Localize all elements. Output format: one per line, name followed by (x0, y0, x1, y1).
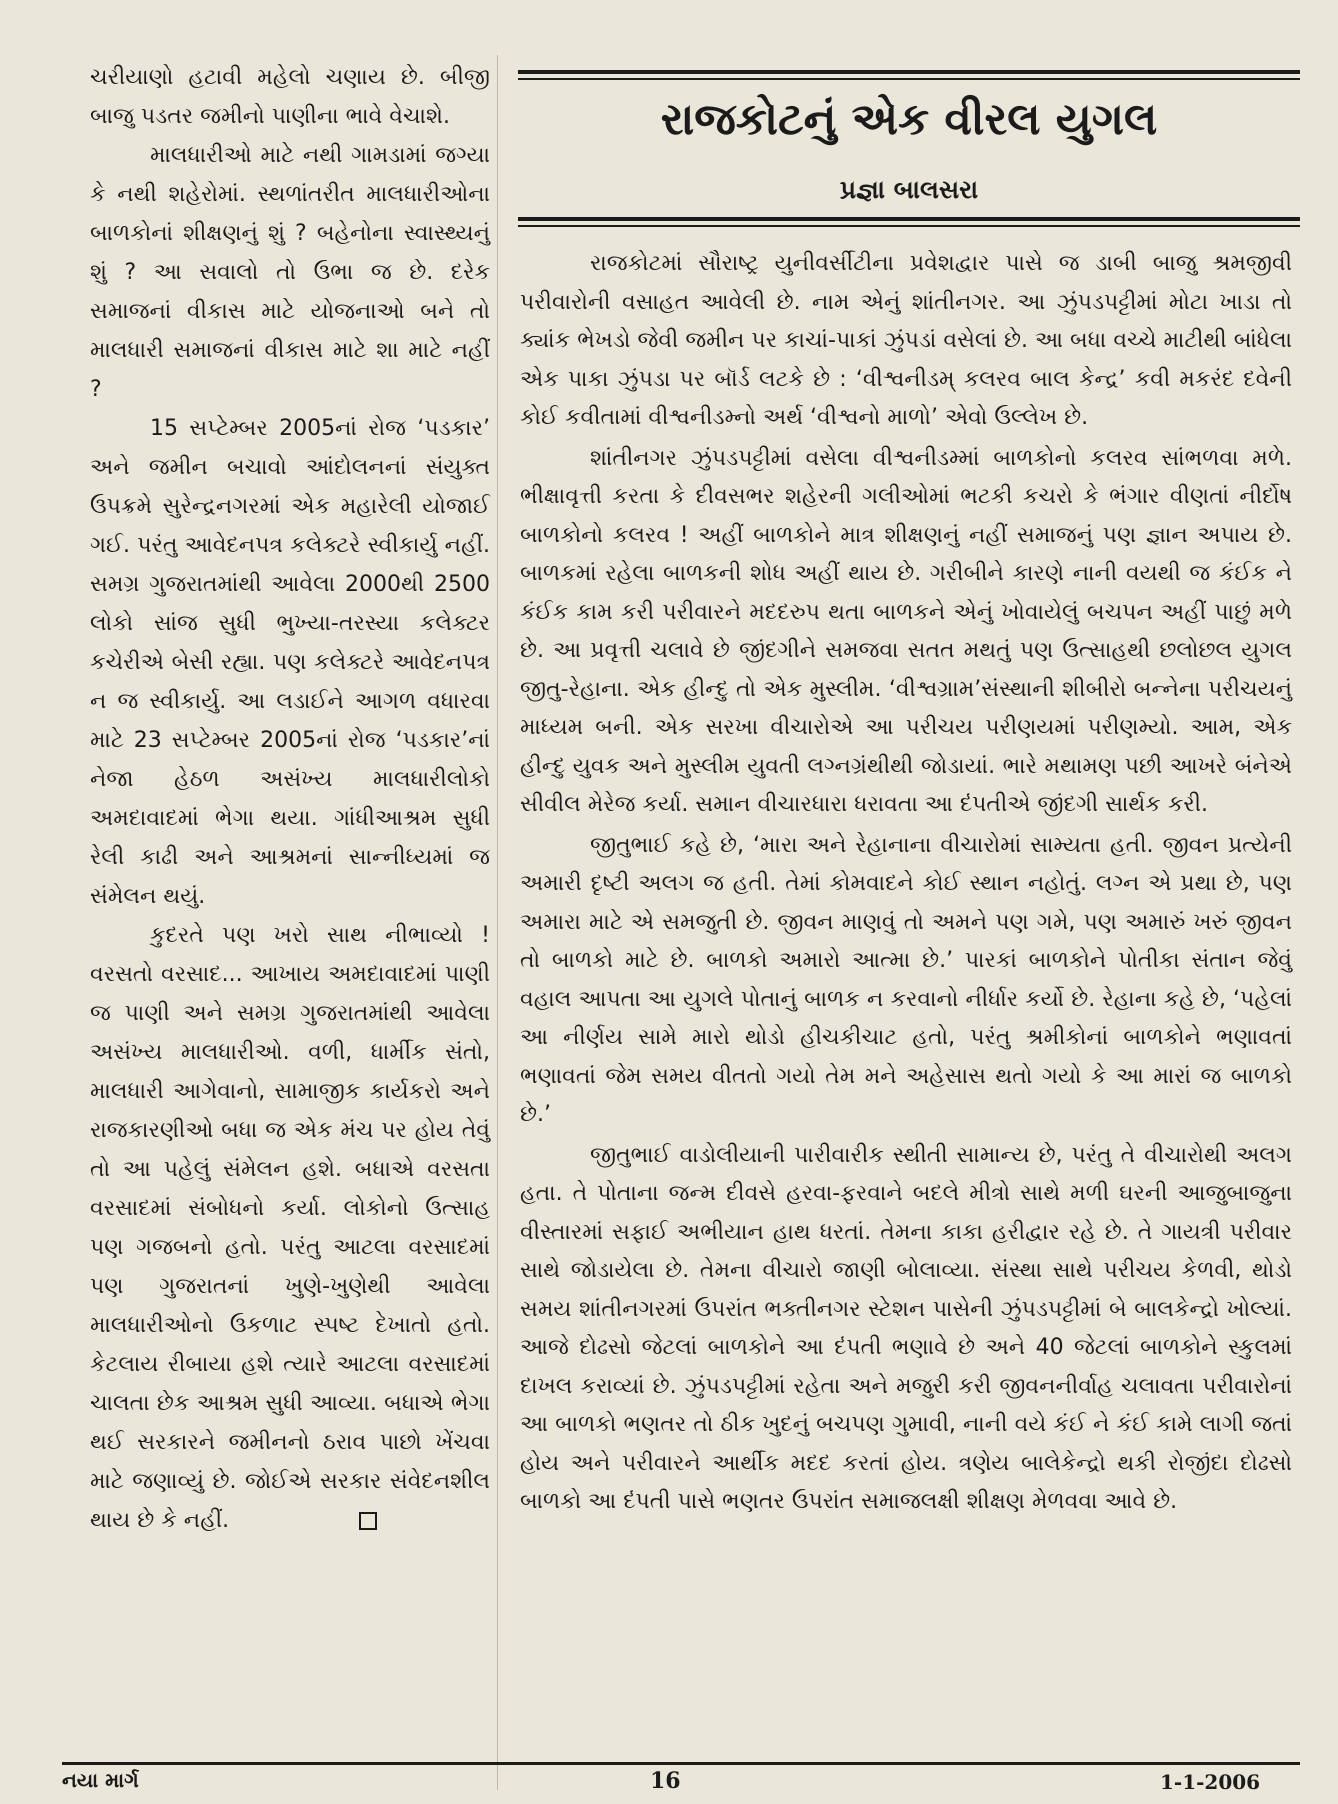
article-title: રાજકોટનું એક વીરલ યુગલ (660, 94, 1158, 145)
title-bottom-rule (518, 217, 1300, 221)
issue-date: 1-1-2006 (1160, 1770, 1261, 1794)
title-bottom-rule-thin (518, 225, 1300, 227)
article-paragraph-4: જીતુભાઈ વાડોલીયાની પારીવારીક સ્થીતી સામાન્ય છે, પરંતુ તે વીચારોથી અલગ હતા. તે પોતાના જન્મ દીવસે હરવા-ફરવાને બદલે મીત્રો સાથે મળી ઘરની આજુબાજુના વીસ્તારમાં સફાઈ અભીયાન હાથ ધરતાં. તેમના કાકા હરીદ્વાર રહે છે. તે ગાયત્રી પરીવાર સાથે જોડાયેલા છે. તેમના વીચારો જાણી બોલાવ્યા. સંસ્થા સાથે પરીચય કેળવી, થોડો સમય શાંતીનગરમાં ઉપરાંત ભક્તીનગર સ્ટેશન પાસેની ઝુંપડપટ્ટીમાં બે બાલકેન્દ્રો ખોલ્યાં. આજે દોઢસો જેટલાં બાળકોને આ દંપતી ભણાવે છે અને 40 જેટલાં બાળકોને સ્કુલમાં દાખલ કરાવ્યાં છે. ઝુંપડપટ્ટીમાં રહેતા અને મજુરી કરી જીવનનીર્વાહ ચલાવતા પરીવારોનાં આ બાળકો ભણતર તો ઠીક ખુદનું બચપણ ગુમાવી, નાની વયે કંઈ ને કંઈ કામે લાગી જતાં હોય અને પરીવારને આર્થીક મદદ કરતાં હોય. ત્રણેય બાલેકેન્દ્રો થકી રોજીંદા દોઢસો બાળકો આ દંપતી પાસે ભણતર ઉપરાંત સમાજલક્ષી શીક્ષણ મેળવવા આવે છે. (520, 1142, 1292, 1514)
left-paragraph-4-text: કુદરતે પણ ખરો સાથ નીભાવ્યો ! વરસતો વરસાદ... આખાય અમદાવાદમાં પાણી જ પાણી અને સમગ્ર ગુજરાતમાંથી આવેલા અસંખ્ય માલધારીઓ. વળી, ધાર્મીક સંતો, માલધારી આગેવાનો, સામાજીક કાર્યકરો અને રાજકારણીઓ બધા જ એક મંચ પર હોય તેવું તો આ પહેલું સંમેલન હશે. બધાએ વરસતા વરસાદમાં સંબોધનો કર્યા. લોકોનો ઉત્સાહ પણ ગજબનો હતો. પરંતુ આટલા વરસાદમાં પણ ગુજરાતનાં ખુણે-ખુણેથી આવેલા માલધારીઓનો ઉકળાટ સ્પષ્ટ દેખાતો હતો. કેટલાય રીબાયા હશે ત્યારે આટલા વરસાદમાં ચાલતા છેક આશ્રમ સુધી આવ્યા. બધાએ ભેગા થઈ સરકારને જમીનનો ઠરાવ પાછો ખેંચવા માટે જણાવ્યું છે. જોઈએ સરકાર સંવેદનશીલ થાય છે કે નહીં. (90, 923, 490, 1533)
end-of-article-square-icon (359, 1512, 377, 1530)
article-author: પ્રજ્ઞા બાલસરા (839, 175, 979, 204)
title-top-rule-thin (518, 78, 1300, 80)
left-column (90, 58, 490, 1540)
page-number: 16 (650, 1768, 681, 1794)
article-paragraph-2: શાંતીનગર ઝુંપડપટ્ટીમાં વસેલા વીશ્વનીડમ્માં બાળકોનો કલરવ સાંભળવા મળે. ભીક્ષાવૃત્તી કરતા કે દીવસભર શહેરની ગલીઓમાં ભટકી કચરો કે ભંગાર વીણતાં નીર્દોષ બાળકોનો કલરવ ! અહીં બાળકોને માત્ર શીક્ષણનું નહીં સમાજનું પણ જ્ઞાન અપાય છે. બાળકમાં રહેલા બાળકની શોધ અહીં થાય છે. ગરીબીને કારણે નાની વયથી જ કંઈક ને કંઈક કામ કરી પરીવારને મદદરુપ થતા બાળકને એનું ખોવાયેલું બચપન અહીં પાછું મળે છે. આ પ્રવૃત્તી ચલાવે છે જીંદગીને સમજવા સતત મથતું પણ ઉત્સાહથી છલોછલ યુગલ જીતુ-રેહાના. એક હીન્દુ તો એક મુસ્લીમ. ‘વીશ્વગ્રામ’સંસ્થાની શીબીરો બન્નેના પરીચયનું માધ્યમ બની. એક સરખા વીચારોએ આ પરીચય પરીણયમાં પરીણમ્યો. આમ, એક હીન્દુ યુવક અને મુસ્લીમ યુવતી લગ્નગ્રંથીથી જોડાયાં. ભારે મથામણ પછી આખરે બંનેએ સીવીલ મેરેજ કર્યા. સમાન વીચારધારા ધરાવતા આ દંપતીએ જીંદગી સાર્થક કરી. (520, 445, 1292, 817)
left-paragraph-1: ચરીયાણો હટાવી મહેલો ચણાય છે. બીજી બાજુ પડતર જમીનો પાણીના ભાવે વેચાશે. (90, 65, 490, 129)
title-top-rule (518, 70, 1300, 74)
left-paragraph-2: માલધારીઓ માટે નથી ગામડામાં જગ્યા કે નથી શહેરોમાં. સ્થળાંતરીત માલધારીઓના બાળકોનાં શીક્ષણનું શું ? બહેનોના સ્વાસ્થ્યનું શું ? આ સવાલો તો ઉભા જ છે. દરેક સમાજનાં વીકાસ માટે યોજનાઓ બને તો માલધારી સમાજનાં વીકાસ માટે શા માટે નહીં ? (90, 143, 490, 402)
article-paragraph-3: જીતુભાઈ કહે છે, ‘મારા અને રેહાનાના વીચારોમાં સામ્યતા હતી. જીવન પ્રત્યેની અમારી દૃષ્ટી અલગ જ હતી. તેમાં કોમવાદને કોઈ સ્થાન નહોતું. લગ્ન એ પ્રથા છે, પણ અમારા માટે એ સમજુતી છે. જીવન માણવું તો અમને પણ ગમે, પણ અમારું ખરું જીવન તો બાળકો માટે છે. બાળકો અમારો આત્મા છે.’ પારકાં બાળકોને પોતીકા સંતાન જેવું વહાલ આપતા આ યુગલે પોતાનું બાળક ન કરવાનો નીર્ધાર કર્યો છે. રેહાના કહે છે, ‘પહેલાં આ નીર્ણય સામે મારો થોડો હીચકીચાટ હતો, પરંતુ શ્રમીકોનાં બાળકોને ભણાવતાં ભણાવતાં જેમ સમય વીતતો ગયો તેમ મને અહેસાસ થતો ગયો કે આ મારાં જ બાળકો છે.’ (520, 832, 1292, 1127)
left-paragraph-4 (90, 916, 490, 1540)
left-paragraph-3: 15 સપ્ટેમ્બર 2005નાં રોજ ‘પડકાર’ અને જમીન બચાવો આંદોલનનાં સંયુક્ત ઉપક્રમે સુરેન્દ્રનગરમાં એક મહારેલી યોજાઈ ગઈ. પરંતુ આવેદનપત્ર કલેક્ટરે સ્વીકાર્યુ નહીં. સમગ્ર ગુજરાતમાંથી આવેલા 2000થી 2500 લોકો સાંજ સુધી ભુખ્યા-તરસ્યા કલેક્ટર કચેરીએ બેસી રહ્યા. પણ કલેક્ટરે આવેદનપત્ર ન જ સ્વીકાર્યુ. આ લડાઈને આગળ વધારવા માટે 23 સપ્ટેમ્બર 2005નાં રોજ ‘પડકાર’નાં નેજા હેઠળ અસંખ્ય માલધારીલોકો અમદાવાદમાં ભેગા થયા. ગાંધીઆશ્રમ સુધી રેલી કાઢી અને આશ્રમનાં સાન્નીધ્યમાં જ સંમેલન થયું. (90, 416, 490, 909)
magazine-name: નયા માર્ગ (62, 1768, 139, 1792)
article-body (520, 245, 1292, 1524)
footer-rule (62, 1762, 1300, 1765)
article-paragraph-1: રાજકોટમાં સૌરાષ્ટ્ર યુનીવર્સીટીના પ્રવેશદ્વાર પાસે જ ડાબી બાજુ શ્રમજીવી પરીવારોની વસાહત આવેલી છે. નામ એનું શાંતીનગર. આ ઝુંપડપટ્ટીમાં મોટા ખાડા તો ક્યાંક ભેખડો જેવી જમીન પર કાચાં-પાકાં ઝુંપડાં વસેલાં છે. આ બધા વચ્ચે માટીથી બાંધેલા એક પાકા ઝુંપડા પર બૉર્ડ લટકે છે : ‘વીશ્વનીડમ્ કલરવ બાલ કેન્દ્ર’ કવી મકરંદ દવેની કોઈ કવીતામાં વીશ્વનીડમ્નો અર્થ ‘વીશ્વનો માળો’ એવો ઉલ્લેખ છે. (520, 251, 1292, 430)
column-divider (497, 55, 498, 1790)
